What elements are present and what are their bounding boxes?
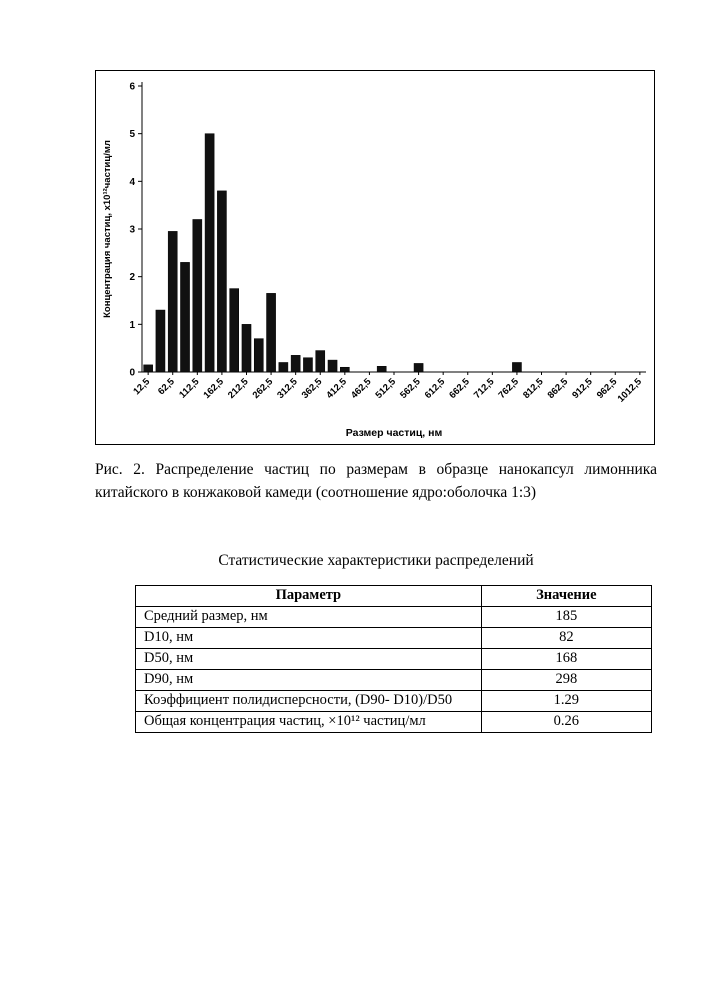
stats-table	[135, 585, 652, 733]
table-row	[136, 670, 652, 691]
bar	[217, 191, 226, 372]
x-axis-title: Размер частиц, нм	[345, 427, 443, 439]
x-tick-label: 112,5	[177, 376, 202, 401]
bar	[156, 310, 165, 372]
bar	[193, 219, 202, 372]
param-cell: D50, нм	[136, 649, 482, 670]
x-tick-label: 462,5	[348, 376, 374, 401]
x-tick-label: 362,5	[299, 376, 325, 401]
value-cell: 0.26	[481, 712, 651, 733]
bar	[267, 293, 276, 372]
value-cell: 168	[481, 649, 651, 670]
table-row	[136, 712, 652, 733]
figure-caption: Рис. 2. Распределение частиц по размерам в образце нанокапсул лимонника китайского в конжаковой камеди (соотношение ядро:оболочка 1:3)	[95, 461, 657, 502]
bar	[242, 324, 251, 372]
y-tick-label: 4	[129, 176, 135, 188]
header-parameter: Параметр	[136, 586, 482, 607]
param-cell: Общая концентрация частиц, ×10¹² частиц/мл	[136, 712, 482, 733]
x-tick-label: 262,5	[250, 376, 276, 401]
x-tick-label: 612,5	[422, 376, 448, 401]
y-tick-label: 1	[129, 319, 135, 331]
x-tick-label: 812,5	[521, 376, 546, 401]
stats-table-header-row	[136, 586, 652, 607]
table-row	[136, 691, 652, 712]
x-tick-label: 212,5	[226, 376, 251, 401]
bar	[377, 366, 386, 372]
bar	[144, 365, 153, 372]
x-tick-label: 62,5	[155, 376, 177, 398]
x-tick-label: 1012,5	[615, 376, 644, 405]
x-tick-label: 512,5	[373, 376, 399, 401]
param-cell: D10, нм	[136, 628, 482, 649]
x-tick-label: 962,5	[594, 376, 620, 401]
x-tick-label: 12,5	[131, 376, 153, 398]
bar	[340, 367, 349, 372]
value-cell: 185	[481, 607, 651, 628]
param-cell: D90, нм	[136, 670, 482, 691]
param-cell: Коэффициент полидисперсности, (D90- D10)/D50	[136, 691, 482, 712]
x-tick-label: 312,5	[275, 376, 300, 401]
particle-size-distribution-chart	[96, 71, 654, 444]
value-cell: 82	[481, 628, 651, 649]
y-axis-title: Концентрация частиц, х10¹²частиц/мл	[102, 140, 113, 318]
bar	[512, 362, 521, 372]
bar	[279, 362, 288, 372]
y-tick-label: 2	[129, 272, 135, 284]
param-cell: Средний размер, нм	[136, 607, 482, 628]
bar	[303, 358, 312, 372]
y-tick-label: 0	[129, 367, 135, 379]
bar	[328, 360, 337, 372]
x-tick-label: 412,5	[324, 376, 349, 401]
bar	[180, 262, 189, 372]
x-tick-label: 762,5	[496, 376, 522, 401]
x-tick-label: 162,5	[201, 376, 227, 401]
y-tick-label: 5	[129, 129, 135, 141]
value-cell: 1.29	[481, 691, 651, 712]
stats-table-container	[135, 585, 652, 733]
bar	[168, 231, 177, 372]
y-tick-label: 6	[129, 81, 135, 93]
x-tick-label: 712,5	[471, 376, 497, 401]
x-tick-label: 912,5	[570, 376, 595, 401]
y-tick-label: 3	[129, 224, 135, 236]
table-row	[136, 628, 652, 649]
table-row	[136, 607, 652, 628]
table-row	[136, 649, 652, 670]
bar	[205, 134, 214, 372]
x-tick-label: 662,5	[447, 376, 472, 401]
bar	[230, 289, 239, 372]
stats-table-title: Статистические характеристики распределений	[218, 552, 534, 569]
bar	[316, 351, 325, 372]
bar	[414, 363, 423, 372]
bar	[291, 355, 300, 372]
figure-frame	[95, 70, 655, 445]
x-tick-label: 562,5	[398, 376, 423, 401]
value-cell: 298	[481, 670, 651, 691]
stats-table-body	[136, 607, 652, 733]
x-tick-label: 862,5	[545, 376, 571, 401]
header-value: Значение	[481, 586, 651, 607]
bar	[254, 339, 263, 372]
